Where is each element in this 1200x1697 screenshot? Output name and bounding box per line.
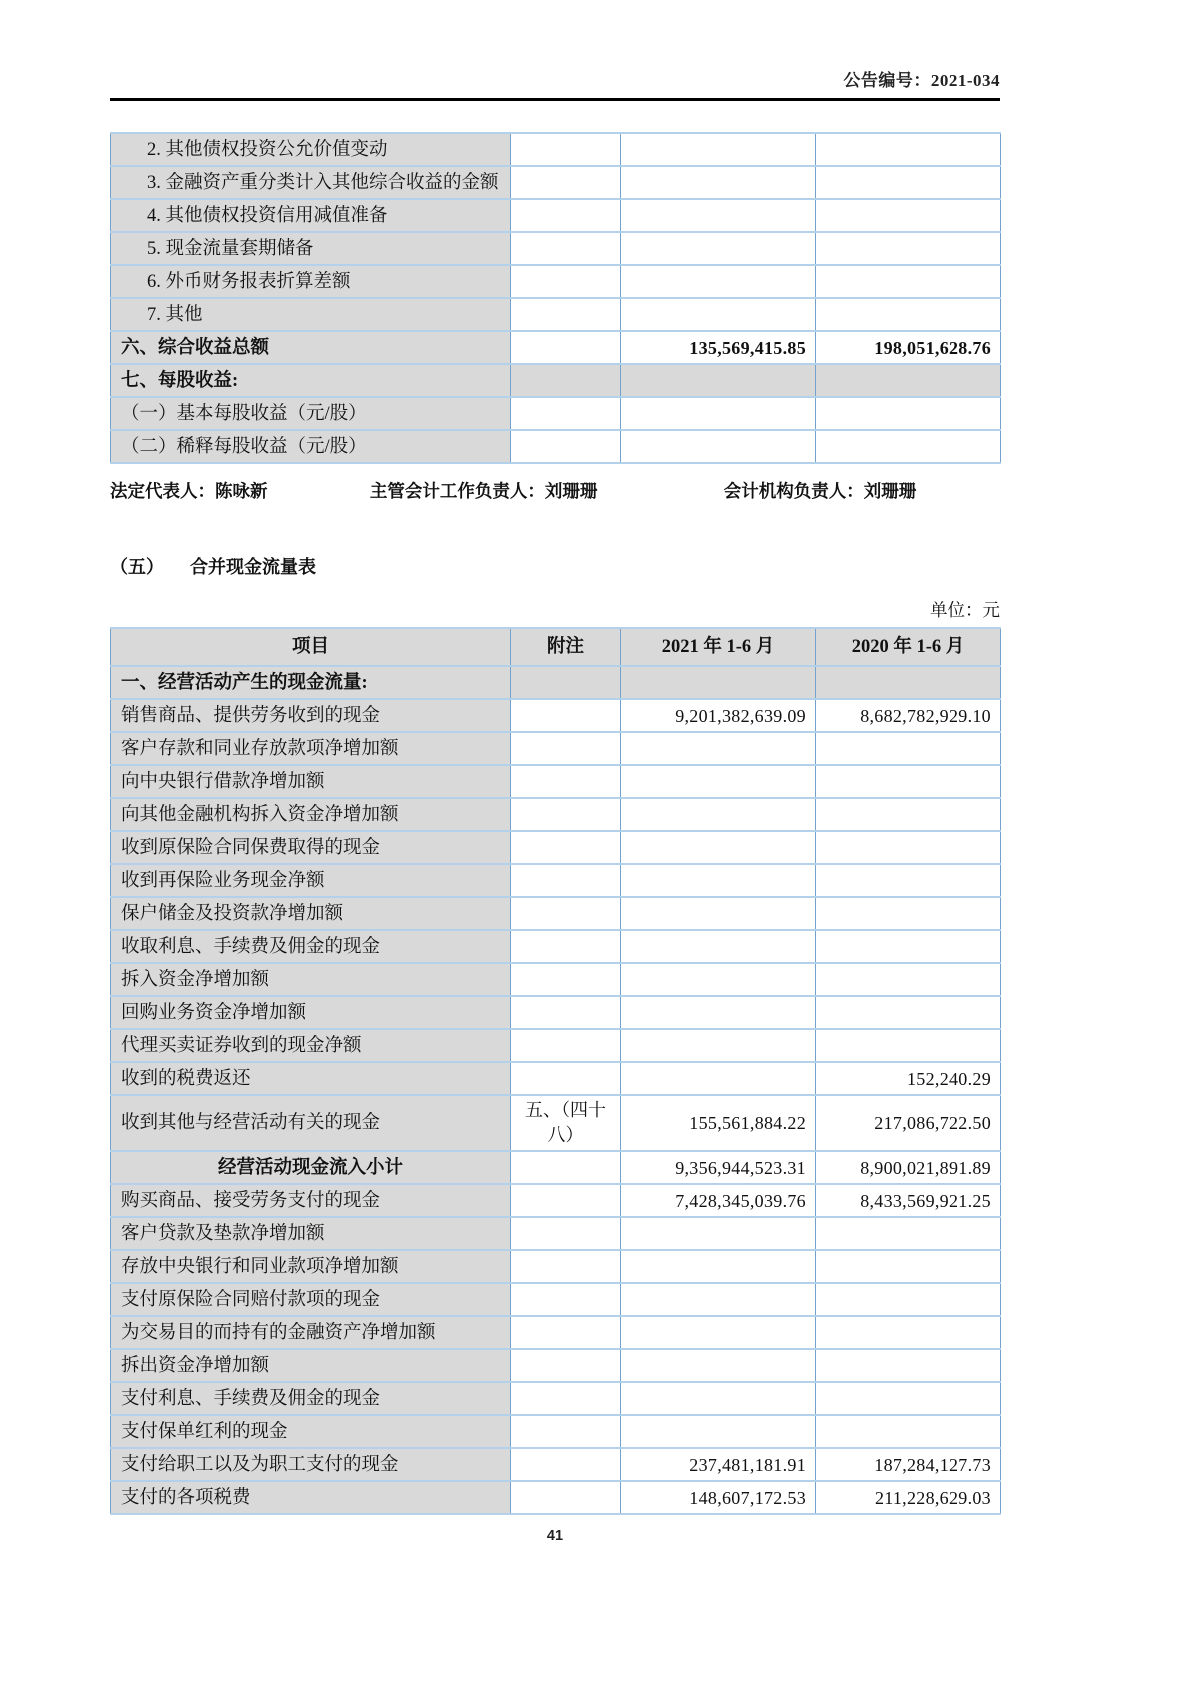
column-header: 项目 [111, 628, 511, 666]
income-row [111, 397, 1001, 430]
note-cell [511, 1184, 621, 1217]
item-cell: 向中央银行借款净增加额 [111, 765, 511, 798]
cashflow-row [111, 765, 1001, 798]
value-2021-cell [621, 1283, 816, 1316]
note-cell [511, 1217, 621, 1250]
value-2020-cell [816, 298, 1001, 331]
cashflow-row [111, 897, 1001, 930]
section-heading [110, 553, 1000, 579]
value-2020-cell [816, 1283, 1001, 1316]
value-2021-cell [621, 133, 816, 166]
income-row [111, 265, 1001, 298]
value-2021-cell [621, 1217, 816, 1250]
note-cell [511, 798, 621, 831]
column-header: 2021 年 1-6 月 [621, 628, 816, 666]
column-header: 2020 年 1-6 月 [816, 628, 1001, 666]
cash-flow-table-body [111, 666, 1001, 1514]
value-2021-cell: 148,607,172.53 [621, 1481, 816, 1514]
item-cell: 销售商品、提供劳务收到的现金 [111, 699, 511, 732]
value-2021-cell [621, 864, 816, 897]
cashflow-row [111, 963, 1001, 996]
value-2021-cell [621, 1316, 816, 1349]
item-cell: 一、经营活动产生的现金流量: [111, 666, 511, 699]
cashflow-row [111, 1184, 1001, 1217]
cashflow-row [111, 699, 1001, 732]
note-cell [511, 166, 621, 199]
item-cell: 客户存款和同业存放款项净增加额 [111, 732, 511, 765]
value-2021-cell: 9,356,944,523.31 [621, 1151, 816, 1184]
note-cell [511, 732, 621, 765]
value-2021-cell [621, 199, 816, 232]
value-2020-cell: 152,240.29 [816, 1062, 1001, 1095]
item-cell: 3. 金融资产重分类计入其他综合收益的金额 [111, 166, 511, 199]
cashflow-row [111, 798, 1001, 831]
item-cell: 拆出资金净增加额 [111, 1349, 511, 1382]
cash-flow-table [110, 627, 1001, 1515]
item-cell: 为交易目的而持有的金融资产净增加额 [111, 1316, 511, 1349]
item-cell: 代理买卖证券收到的现金净额 [111, 1029, 511, 1062]
income-row [111, 199, 1001, 232]
note-cell: 五、（四十八） [511, 1095, 621, 1151]
cashflow-row [111, 1217, 1001, 1250]
value-2021-cell [621, 732, 816, 765]
item-cell: 2. 其他债权投资公允价值变动 [111, 133, 511, 166]
accounting-department-head: 会计机构负责人：刘珊珊 [723, 481, 917, 501]
value-2021-cell [621, 298, 816, 331]
item-cell: 收取利息、手续费及佣金的现金 [111, 930, 511, 963]
item-cell: 4. 其他债权投资信用减值准备 [111, 199, 511, 232]
item-cell: 5. 现金流量套期储备 [111, 232, 511, 265]
value-2020-cell [816, 1382, 1001, 1415]
value-2020-cell: 198,051,628.76 [816, 331, 1001, 364]
cashflow-row [111, 930, 1001, 963]
value-2020-cell [816, 1029, 1001, 1062]
value-2021-cell [621, 897, 816, 930]
value-2020-cell [816, 232, 1001, 265]
value-2021-cell [621, 265, 816, 298]
value-2020-cell [816, 732, 1001, 765]
value-2020-cell [816, 1250, 1001, 1283]
note-cell [511, 1151, 621, 1184]
value-2021-cell: 9,201,382,639.09 [621, 699, 816, 732]
item-cell: 支付的各项税费 [111, 1481, 511, 1514]
cashflow-row [111, 1095, 1001, 1151]
cashflow-row [111, 1382, 1001, 1415]
income-row [111, 298, 1001, 331]
cashflow-row [111, 1250, 1001, 1283]
value-2020-cell [816, 798, 1001, 831]
value-2020-cell [816, 1415, 1001, 1448]
note-cell [511, 864, 621, 897]
item-cell: 收到其他与经营活动有关的现金 [111, 1095, 511, 1151]
cashflow-row [111, 1349, 1001, 1382]
value-2021-cell [621, 831, 816, 864]
income-row [111, 133, 1001, 166]
note-cell [511, 298, 621, 331]
item-cell: 购买商品、接受劳务支付的现金 [111, 1184, 511, 1217]
announcement-number: 公告编号：2021-034 [843, 71, 1000, 90]
note-cell [511, 897, 621, 930]
value-2020-cell: 8,433,569,921.25 [816, 1184, 1001, 1217]
value-2021-cell [621, 166, 816, 199]
item-cell: 七、每股收益: [111, 364, 511, 397]
item-cell: 收到原保险合同保费取得的现金 [111, 831, 511, 864]
value-2021-cell: 7,428,345,039.76 [621, 1184, 816, 1217]
value-2020-cell: 8,682,782,929.10 [816, 699, 1001, 732]
income-row [111, 166, 1001, 199]
value-2020-cell [816, 666, 1001, 699]
income-row [111, 331, 1001, 364]
note-cell [511, 1283, 621, 1316]
value-2020-cell [816, 397, 1001, 430]
value-2021-cell [621, 1382, 816, 1415]
item-cell: 支付原保险合同赔付款项的现金 [111, 1283, 511, 1316]
value-2020-cell [816, 1349, 1001, 1382]
item-cell: 6. 外币财务报表折算差额 [111, 265, 511, 298]
item-cell: 保户储金及投资款净增加额 [111, 897, 511, 930]
value-2021-cell [621, 232, 816, 265]
cashflow-row [111, 732, 1001, 765]
item-cell: 回购业务资金净增加额 [111, 996, 511, 1029]
value-2020-cell [816, 1217, 1001, 1250]
value-2020-cell [816, 963, 1001, 996]
note-cell [511, 265, 621, 298]
value-2021-cell [621, 430, 816, 463]
unit-label: 单位：元 [930, 600, 1000, 620]
value-2020-cell [816, 996, 1001, 1029]
chief-accounting-officer: 主管会计工作负责人：刘珊珊 [369, 481, 598, 501]
value-2020-cell [816, 430, 1001, 463]
item-cell: 经营活动现金流入小计 [111, 1151, 511, 1184]
value-2021-cell [621, 963, 816, 996]
item-cell: （二）稀释每股收益（元/股） [111, 430, 511, 463]
note-cell [511, 930, 621, 963]
value-2020-cell [816, 897, 1001, 930]
page-number: 41 [546, 1528, 564, 1544]
value-2020-cell [816, 364, 1001, 397]
value-2020-cell [816, 265, 1001, 298]
value-2021-cell [621, 364, 816, 397]
item-cell: 向其他金融机构拆入资金净增加额 [111, 798, 511, 831]
note-cell [511, 1481, 621, 1514]
note-cell [511, 397, 621, 430]
item-cell: 支付保单红利的现金 [111, 1415, 511, 1448]
value-2021-cell: 155,561,884.22 [621, 1095, 816, 1151]
cashflow-row [111, 864, 1001, 897]
value-2021-cell [621, 996, 816, 1029]
note-cell [511, 1349, 621, 1382]
item-cell: 收到的税费返还 [111, 1062, 511, 1095]
value-2020-cell: 8,900,021,891.89 [816, 1151, 1001, 1184]
note-cell [511, 699, 621, 732]
note-cell [511, 133, 621, 166]
item-cell: 六、综合收益总额 [111, 331, 511, 364]
value-2020-cell: 187,284,127.73 [816, 1448, 1001, 1481]
item-cell: 收到再保险业务现金净额 [111, 864, 511, 897]
value-2021-cell [621, 666, 816, 699]
note-cell [511, 1062, 621, 1095]
note-cell [511, 1415, 621, 1448]
value-2021-cell [621, 1250, 816, 1283]
signature-line [110, 478, 1000, 503]
page-content [110, 0, 1000, 1544]
note-cell [511, 765, 621, 798]
note-cell [511, 666, 621, 699]
comprehensive-income-table [110, 132, 1001, 464]
header-rule [110, 98, 1000, 101]
value-2020-cell [816, 133, 1001, 166]
note-cell [511, 996, 621, 1029]
item-cell: （一）基本每股收益（元/股） [111, 397, 511, 430]
item-cell: 客户贷款及垫款净增加额 [111, 1217, 511, 1250]
value-2020-cell [816, 1316, 1001, 1349]
value-2021-cell [621, 1029, 816, 1062]
item-cell: 支付给职工以及为职工支付的现金 [111, 1448, 511, 1481]
value-2020-cell [816, 166, 1001, 199]
section-number: （五） [110, 557, 164, 577]
value-2021-cell [621, 930, 816, 963]
item-cell: 拆入资金净增加额 [111, 963, 511, 996]
cashflow-row [111, 831, 1001, 864]
legal-representative: 法定代表人：陈咏新 [110, 481, 268, 501]
cashflow-row [111, 1481, 1001, 1514]
cashflow-row [111, 1062, 1001, 1095]
value-2021-cell: 135,569,415.85 [621, 331, 816, 364]
value-2021-cell [621, 397, 816, 430]
note-cell [511, 364, 621, 397]
cashflow-row [111, 1029, 1001, 1062]
cashflow-row [111, 666, 1001, 699]
cashflow-row [111, 1151, 1001, 1184]
value-2021-cell [621, 1415, 816, 1448]
income-row [111, 364, 1001, 397]
value-2021-cell [621, 1062, 816, 1095]
note-cell [511, 430, 621, 463]
cashflow-row [111, 1448, 1001, 1481]
note-cell [511, 1029, 621, 1062]
value-2020-cell [816, 199, 1001, 232]
cashflow-row [111, 996, 1001, 1029]
cashflow-row [111, 1415, 1001, 1448]
column-header: 附注 [511, 628, 621, 666]
value-2020-cell [816, 930, 1001, 963]
value-2020-cell: 217,086,722.50 [816, 1095, 1001, 1151]
note-cell [511, 963, 621, 996]
note-cell [511, 1382, 621, 1415]
note-cell [511, 199, 621, 232]
cash-flow-header-row [111, 628, 1001, 666]
note-cell [511, 331, 621, 364]
comprehensive-income-table-body [111, 133, 1001, 463]
note-cell [511, 1448, 621, 1481]
section-title: 合并现金流量表 [190, 557, 316, 577]
note-cell [511, 232, 621, 265]
value-2020-cell [816, 765, 1001, 798]
cashflow-row [111, 1316, 1001, 1349]
note-cell [511, 831, 621, 864]
value-2021-cell [621, 765, 816, 798]
value-2021-cell [621, 798, 816, 831]
note-cell [511, 1316, 621, 1349]
item-cell: 支付利息、手续费及佣金的现金 [111, 1382, 511, 1415]
cashflow-row [111, 1283, 1001, 1316]
value-2020-cell: 211,228,629.03 [816, 1481, 1001, 1514]
item-cell: 存放中央银行和同业款项净增加额 [111, 1250, 511, 1283]
value-2021-cell [621, 1349, 816, 1382]
income-row [111, 430, 1001, 463]
value-2020-cell [816, 831, 1001, 864]
income-row [111, 232, 1001, 265]
item-cell: 7. 其他 [111, 298, 511, 331]
note-cell [511, 1250, 621, 1283]
value-2020-cell [816, 864, 1001, 897]
value-2021-cell: 237,481,181.91 [621, 1448, 816, 1481]
